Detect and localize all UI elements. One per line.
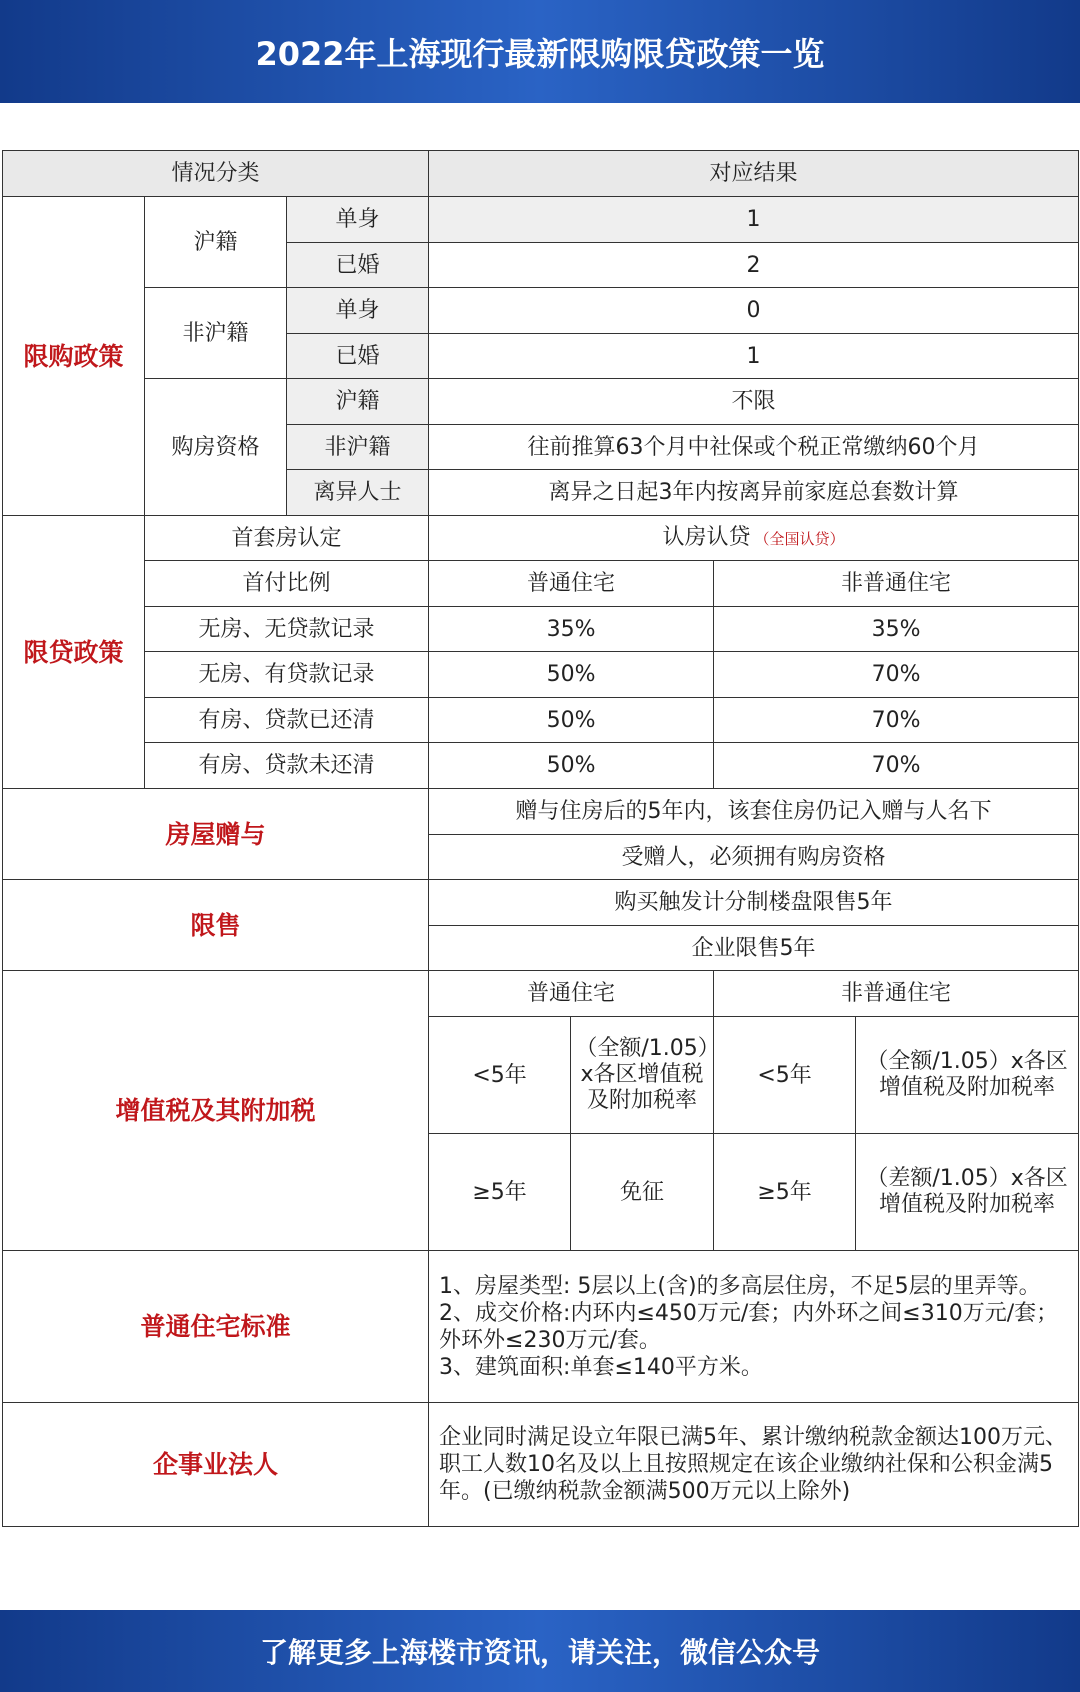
loan-row-nonordinary: 70% (714, 743, 1079, 789)
page-title: 2022年上海现行最新限购限贷政策一览 (255, 34, 825, 73)
hu-married-value: 2 (429, 243, 1079, 288)
table-row (3, 379, 1079, 425)
table-row (3, 1251, 1079, 1403)
nonhu-single-value: 0 (429, 288, 1079, 334)
section-vat: 增值税及其附加税 (3, 971, 429, 1251)
table-row (3, 561, 1079, 607)
loan-row-label: 有房、贷款已还清 (145, 698, 429, 743)
vat-non-lt5-value: （全额/1.05）x各区增值税及附加税率 (856, 1017, 1079, 1134)
loan-row-nonordinary: 70% (714, 652, 1079, 698)
standard-item-2: 2、成交价格:内环内≤450万元/套；内外环之间≤310万元/套；外环外≤230万元/套。 (439, 1300, 1059, 1353)
gift-line1: 赠与住房后的5年内，该套住房仍记入赠与人名下 (429, 789, 1079, 835)
loan-col-nonordinary: 非普通住宅 (714, 561, 1079, 607)
standard-item-1: 1、房屋类型: 5层以上(含)的多高层住房，不足5层的里弄等。 (439, 1273, 1041, 1299)
header-category: 情况分类 (3, 151, 429, 197)
table-row (3, 880, 1079, 926)
vat-ord-lt5-label: <5年 (429, 1017, 571, 1134)
loan-row-label: 无房、无贷款记录 (145, 607, 429, 652)
nonhu-single: 单身 (287, 288, 429, 334)
vat-ord-lt5-value: （全额/1.05）x各区增值税及附加税率 (571, 1017, 714, 1134)
qual-nonhu: 非沪籍 (287, 425, 429, 470)
gift-line2: 受赠人，必须拥有购房资格 (429, 835, 1079, 880)
qual-hu: 沪籍 (287, 379, 429, 425)
loan-row-nonordinary: 70% (714, 698, 1079, 743)
section-sale: 限售 (3, 880, 429, 971)
nonhu-married-value: 1 (429, 334, 1079, 379)
title-banner (0, 0, 1080, 103)
hu-single-value: 1 (429, 197, 1079, 243)
first-home-note: （全国认贷） (754, 529, 845, 548)
qual-label: 购房资格 (145, 379, 287, 516)
section-corp: 企事业法人 (3, 1403, 429, 1527)
sale-line1: 购买触发计分制楼盘限售5年 (429, 880, 1079, 926)
section-loan: 限贷政策 (3, 516, 145, 789)
vat-ord-ge5-label: ≥5年 (429, 1134, 571, 1251)
vat-non-lt5-label: <5年 (714, 1017, 856, 1134)
section-gift: 房屋赠与 (3, 789, 429, 880)
header-row (3, 151, 1079, 197)
down-payment-label: 首付比例 (145, 561, 429, 607)
corp-content: 企业同时满足设立年限已满5年、累计缴纳税款金额达100万元、职工人数10名及以上且按照规定在该企业缴纳社保和公积金满5年。(已缴纳税款金额满500万元以上除外) (429, 1403, 1079, 1527)
table-row (3, 743, 1079, 789)
hu-single: 单身 (287, 197, 429, 243)
policy-table (2, 150, 1079, 1527)
vat-ord-ge5-value: 免征 (571, 1134, 714, 1251)
vat-non-ge5-value: （差额/1.05）x各区增值税及附加税率 (856, 1134, 1079, 1251)
qual-hu-value: 不限 (429, 379, 1079, 425)
loan-col-ordinary: 普通住宅 (429, 561, 714, 607)
table-row (3, 698, 1079, 743)
qual-divorced: 离异人士 (287, 470, 429, 516)
table-row (3, 288, 1079, 334)
loan-row-nonordinary: 35% (714, 607, 1079, 652)
table-row (3, 652, 1079, 698)
hu-married: 已婚 (287, 243, 429, 288)
qual-nonhu-value: 往前推算63个月中社保或个税正常缴纳60个月 (429, 425, 1079, 470)
table-row (3, 516, 1079, 561)
loan-row-ordinary: 50% (429, 652, 714, 698)
sale-line2: 企业限售5年 (429, 926, 1079, 971)
loan-row-ordinary: 50% (429, 743, 714, 789)
table-row (3, 971, 1079, 1017)
loan-row-ordinary: 50% (429, 698, 714, 743)
standard-item-3: 3、建筑面积:单套≤140平方米。 (439, 1354, 763, 1380)
footer-text: 了解更多上海楼市资讯，请关注，微信公众号 (259, 1636, 820, 1669)
footer-banner (0, 1610, 1080, 1692)
nonhu-married: 已婚 (287, 334, 429, 379)
first-home-value (429, 516, 1079, 561)
table-row (3, 197, 1079, 243)
standard-content (429, 1251, 1079, 1403)
vat-col-ordinary: 普通住宅 (429, 971, 714, 1017)
first-home-label: 首套房认定 (145, 516, 429, 561)
first-home-text: 认房认贷 (662, 524, 751, 550)
loan-row-ordinary: 35% (429, 607, 714, 652)
hu-label: 沪籍 (145, 197, 287, 288)
table-row (3, 789, 1079, 835)
loan-row-label: 有房、贷款未还清 (145, 743, 429, 789)
table-row (3, 607, 1079, 652)
section-purchase: 限购政策 (3, 197, 145, 516)
vat-non-ge5-label: ≥5年 (714, 1134, 856, 1251)
table-row (3, 1403, 1079, 1527)
header-result: 对应结果 (429, 151, 1079, 197)
section-standard: 普通住宅标准 (3, 1251, 429, 1403)
vat-col-nonordinary: 非普通住宅 (714, 971, 1079, 1017)
loan-row-label: 无房、有贷款记录 (145, 652, 429, 698)
nonhu-label: 非沪籍 (145, 288, 287, 379)
qual-divorced-value: 离异之日起3年内按离异前家庭总套数计算 (429, 470, 1079, 516)
